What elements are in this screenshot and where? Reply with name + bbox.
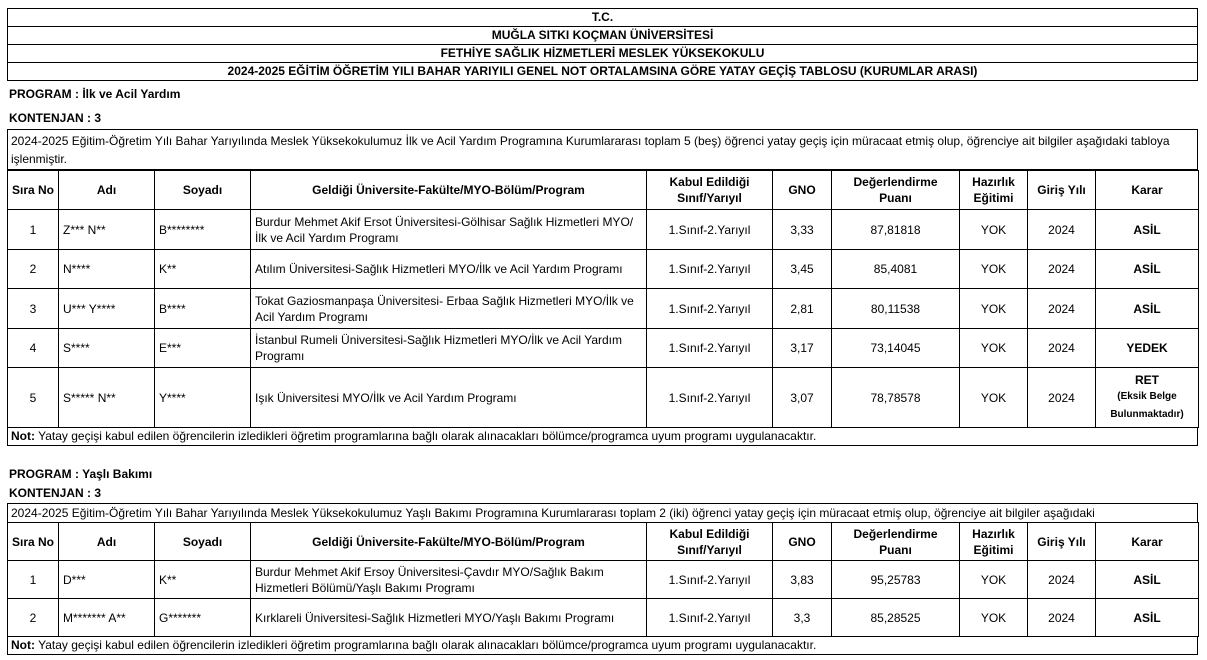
cell-gno: 3,45 — [773, 250, 832, 289]
cell-ad: S***** N** — [59, 368, 155, 428]
cell-no: 2 — [8, 599, 59, 637]
col-header: Geldiği Üniversite-Fakülte/MYO-Bölüm/Program — [251, 523, 647, 561]
intro-text: 2024-2025 Eğitim-Öğretim Yılı Bahar Yarıyılında Meslek Yüksekokulumuz Yaşlı Bakımı Programına Kurumlararası toplam 2 (iki) öğrenci yatay geçiş için müracaat etmiş olup, öğrenciye ait bilgiler aşağıdaki — [7, 503, 1198, 523]
cell-gno: 2,81 — [773, 289, 832, 329]
header-line-school: FETHİYE SAĞLIK HİZMETLERİ MESLEK YÜKSEKOKULU — [8, 45, 1198, 63]
table-row — [8, 599, 1199, 637]
cell-university: Burdur Mehmet Akif Ersot Üniversitesi-Gölhisar Sağlık Hizmetleri MYO/İlk ve Acil Yardım Programı — [251, 210, 647, 250]
col-header: Kabul Edildiği Sınıf/Yarıyıl — [647, 171, 773, 210]
cell-year: 2024 — [1028, 210, 1096, 250]
transfer-table — [7, 522, 1199, 637]
cell-class: 1.Sınıf-2.Yarıyıl — [647, 210, 773, 250]
cell-university: İstanbul Rumeli Üniversitesi-Sağlık Hizmetleri MYO/İlk ve Acil Yardım Programı — [251, 329, 647, 368]
cell-class: 1.Sınıf-2.Yarıyıl — [647, 599, 773, 637]
decision-note: (Eksik Belge Bulunmaktadır) — [1110, 390, 1184, 420]
table-header-row — [8, 171, 1199, 210]
cell-class: 1.Sınıf-2.Yarıyıl — [647, 329, 773, 368]
note-label: Not: — [11, 429, 35, 443]
table-header-row — [8, 523, 1199, 561]
table-row — [8, 329, 1199, 368]
cell-decision: ASİL — [1096, 599, 1199, 637]
cell-no: 2 — [8, 250, 59, 289]
header-line-title: 2024-2025 EĞİTİM ÖĞRETİM YILI BAHAR YARIYILI GENEL NOT ORTALAMSINA GÖRE YATAY GEÇİŞ TABLOSU (KURUMLAR ARASI) — [8, 63, 1198, 81]
col-header: Soyadı — [155, 523, 251, 561]
cell-prep: YOK — [960, 250, 1028, 289]
table-row — [8, 561, 1199, 599]
cell-year: 2024 — [1028, 289, 1096, 329]
cell-soyad: K** — [155, 250, 251, 289]
note-text: Yatay geçişi kabul edilen öğrencilerin izledikleri öğretim programlarına bağlı olarak alınacakları bölümce/programca uyum programı uygulanacaktır. — [35, 429, 817, 443]
cell-ad: Z*** N** — [59, 210, 155, 250]
col-header: Sıra No — [8, 523, 59, 561]
cell-ad: S**** — [59, 329, 155, 368]
cell-university: Atılım Üniversitesi-Sağlık Hizmetleri MYO/İlk ve Acil Yardım Programı — [251, 250, 647, 289]
transfer-table — [7, 170, 1199, 428]
cell-class: 1.Sınıf-2.Yarıyıl — [647, 368, 773, 428]
cell-prep: YOK — [960, 561, 1028, 599]
col-header: Sıra No — [8, 171, 59, 210]
cell-gno: 3,07 — [773, 368, 832, 428]
col-header: Giriş Yılı — [1028, 171, 1096, 210]
program-label: PROGRAM : İlk ve Acil Yardım — [9, 87, 181, 101]
col-header: Değerlendirme Puanı — [832, 523, 960, 561]
table-row — [8, 210, 1199, 250]
cell-university: Işık Üniversitesi MYO/İlk ve Acil Yardım Programı — [251, 368, 647, 428]
cell-decision: ASİL — [1096, 561, 1199, 599]
col-header: Soyadı — [155, 171, 251, 210]
col-header: Karar — [1096, 171, 1199, 210]
cell-prep: YOK — [960, 368, 1028, 428]
cell-soyad: B******** — [155, 210, 251, 250]
cell-score: 87,81818 — [832, 210, 960, 250]
cell-ad: D*** — [59, 561, 155, 599]
col-header: GNO — [773, 171, 832, 210]
cell-soyad: B**** — [155, 289, 251, 329]
col-header: Değerlendirme Puanı — [832, 171, 960, 210]
cell-year: 2024 — [1028, 329, 1096, 368]
intro-text: 2024-2025 Eğitim-Öğretim Yılı Bahar Yarıyılında Meslek Yüksekokulumuz İlk ve Acil Yardım Programına Kurumlararası toplam 5 (beş) öğrenci yatay geçiş için müracaat etmiş olup, öğrenciye ait bilgiler aşağıdaki tabloya işlenmiştir. — [7, 129, 1198, 170]
cell-year: 2024 — [1028, 368, 1096, 428]
cell-year: 2024 — [1028, 250, 1096, 289]
cell-gno: 3,3 — [773, 599, 832, 637]
kontenjan-label: KONTENJAN : 3 — [9, 111, 102, 125]
col-header: GNO — [773, 523, 832, 561]
cell-gno: 3,83 — [773, 561, 832, 599]
cell-no: 4 — [8, 329, 59, 368]
cell-decision — [1096, 368, 1199, 428]
footnote — [7, 427, 1198, 446]
cell-score: 73,14045 — [832, 329, 960, 368]
cell-ad: N**** — [59, 250, 155, 289]
cell-soyad: Y**** — [155, 368, 251, 428]
table-row — [8, 289, 1199, 329]
cell-prep: YOK — [960, 599, 1028, 637]
col-header: Kabul Edildiği Sınıf/Yarıyıl — [647, 523, 773, 561]
col-header: Hazırlık Eğitimi — [960, 171, 1028, 210]
cell-soyad: K** — [155, 561, 251, 599]
cell-decision: ASİL — [1096, 210, 1199, 250]
cell-university: Kırklareli Üniversitesi-Sağlık Hizmetleri MYO/Yaşlı Bakımı Programı — [251, 599, 647, 637]
cell-score: 78,78578 — [832, 368, 960, 428]
cell-no: 1 — [8, 210, 59, 250]
cell-university: Tokat Gaziosmanpaşa Üniversitesi- Erbaa Sağlık Hizmetleri MYO/İlk ve Acil Yardım Programı — [251, 289, 647, 329]
col-header: Adı — [59, 523, 155, 561]
col-header: Hazırlık Eğitimi — [960, 523, 1028, 561]
cell-score: 85,28525 — [832, 599, 960, 637]
cell-score: 95,25783 — [832, 561, 960, 599]
cell-no: 5 — [8, 368, 59, 428]
cell-no: 1 — [8, 561, 59, 599]
cell-score: 80,11538 — [832, 289, 960, 329]
cell-class: 1.Sınıf-2.Yarıyıl — [647, 561, 773, 599]
footnote — [7, 636, 1198, 655]
program-label: PROGRAM : Yaşlı Bakımı — [9, 467, 153, 481]
cell-prep: YOK — [960, 289, 1028, 329]
cell-year: 2024 — [1028, 599, 1096, 637]
cell-no: 3 — [8, 289, 59, 329]
col-header: Giriş Yılı — [1028, 523, 1096, 561]
note-text: Yatay geçişi kabul edilen öğrencilerin izledikleri öğretim programlarına bağlı olarak alınacakları bölümce/programca uyum programı uygulanacaktır. — [35, 638, 817, 652]
cell-soyad: G******* — [155, 599, 251, 637]
table-row — [8, 250, 1199, 289]
decision-text: RET — [1135, 372, 1159, 387]
cell-class: 1.Sınıf-2.Yarıyıl — [647, 250, 773, 289]
cell-ad: M******* A** — [59, 599, 155, 637]
cell-gno: 3,33 — [773, 210, 832, 250]
cell-decision: YEDEK — [1096, 329, 1199, 368]
col-header: Geldiği Üniversite-Fakülte/MYO-Bölüm/Program — [251, 171, 647, 210]
col-header: Karar — [1096, 523, 1199, 561]
cell-prep: YOK — [960, 210, 1028, 250]
header-line-tc: T.C. — [8, 9, 1198, 27]
cell-class: 1.Sınıf-2.Yarıyıl — [647, 289, 773, 329]
cell-prep: YOK — [960, 329, 1028, 368]
cell-score: 85,4081 — [832, 250, 960, 289]
cell-soyad: E*** — [155, 329, 251, 368]
col-header: Adı — [59, 171, 155, 210]
cell-decision: ASİL — [1096, 250, 1199, 289]
cell-gno: 3,17 — [773, 329, 832, 368]
document-header — [7, 8, 1198, 81]
cell-year: 2024 — [1028, 561, 1096, 599]
cell-university: Burdur Mehmet Akif Ersoy Üniversitesi-Çavdır MYO/Sağlık Bakım Hizmetleri Bölümü/Yaşlı Bakımı Programı — [251, 561, 647, 599]
table-row — [8, 368, 1199, 428]
cell-decision: ASİL — [1096, 289, 1199, 329]
kontenjan-label: KONTENJAN : 3 — [9, 486, 102, 500]
note-label: Not: — [11, 638, 35, 652]
header-line-university: MUĞLA SITKI KOÇMAN ÜNİVERSİTESİ — [8, 27, 1198, 45]
cell-ad: U*** Y**** — [59, 289, 155, 329]
